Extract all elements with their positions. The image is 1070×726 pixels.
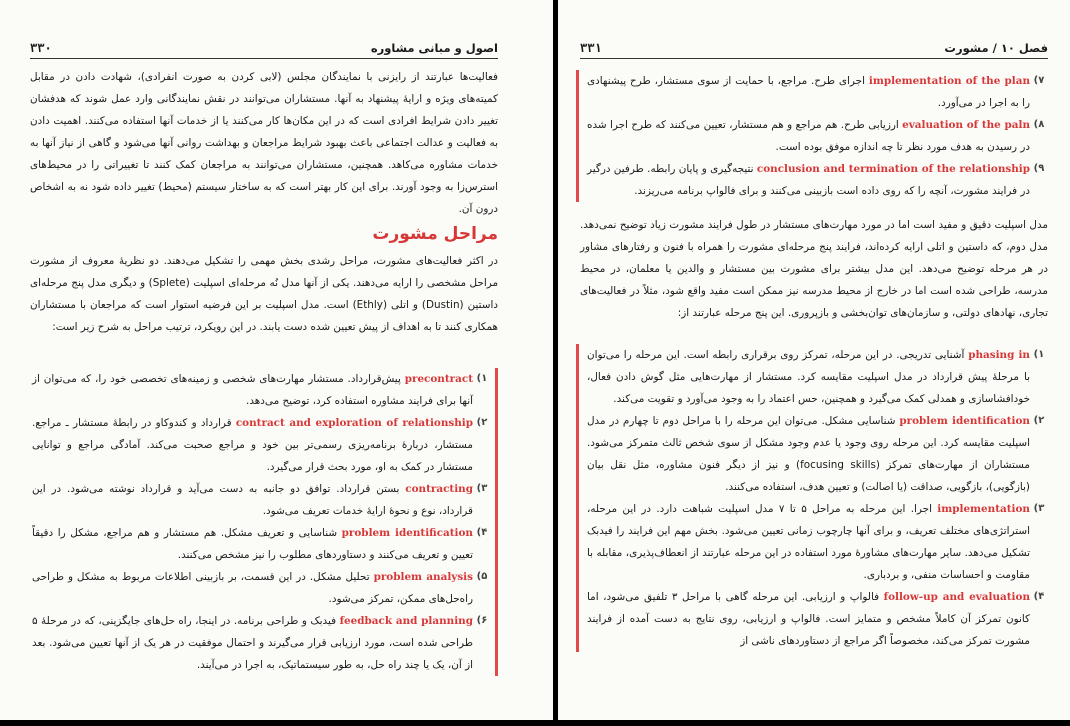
item-number: ۱)	[1033, 349, 1045, 360]
stage-description: آشنایی تدریجی. در این مرحله، تمرکز روی برقراری رابطه است. این مرحله را می‌توان با مرحلهٔ پیش قرارداد در مدل اسپلیت مقایسه کرد. مستشار از مهارت‌هایی مثل گوش دادن فعال، خودافشاسازی و همدلی کمک می‌گیرد و همچنین، حس اعتماد را به وجود می‌آورد و تقویت می‌کند.	[587, 349, 1030, 405]
stage-description: تحلیل مشکل. در این قسمت، بر بازبینی اطلاعات مربوط به مشکل و طراحی راه‌حل‌های ممکن، تمرکز می‌شود.	[32, 571, 473, 605]
stage-description: فیدبک و طراحی برنامه. در اینجا، راه حل‌های جایگزینی، که در مرحلهٔ ۵ طراحی شده است، مورد ارزیابی قرار می‌گیرند و احتمال موفقیت در هر یک از آنها تعیین می‌شود. بعد از آن، یک یا چند راه حل، به طور سیستماتیک، به اجرا در می‌آیند.	[32, 615, 473, 671]
list-item	[30, 478, 491, 522]
stage-term: implementation of the plan	[868, 75, 1031, 87]
item-number: ۳)	[1033, 503, 1045, 514]
stage-description: قرارداد و کندوکاو در رابطهٔ مستشار ـ مراجع. مستشار، دربارهٔ برنامه‌ریزی رسمی‌تر بین خود و مراجع صحبت می‌کند. آمادگی مراجع و توانایی مستشار در کمک به او، مورد بحث قرار می‌گیرد.	[32, 417, 473, 473]
stage-term: conclusion and termination of the relationship	[756, 163, 1030, 175]
stage-description: اجرای طرح. مراجع، با حمایت از سوی مستشار، طرح پیشنهادی را به اجرا در می‌آورد.	[587, 75, 1030, 109]
item-text	[30, 368, 473, 412]
page-number: ۳۳۰	[30, 41, 52, 55]
list-item	[579, 344, 1048, 410]
list-item	[579, 158, 1048, 202]
item-number: ۹)	[1033, 163, 1045, 174]
item-number: ۴)	[1033, 591, 1045, 602]
dustin-stages-list	[576, 344, 1048, 652]
stage-description: بستن قرارداد. توافق دو جانبه به دست می‌آید و قرارداد نوشته می‌شود. در این قرارداد، نوع و نحوهٔ ارایهٔ خدمات تعریف می‌شود.	[32, 483, 473, 517]
item-number: ۵)	[476, 571, 488, 582]
item-text	[579, 410, 1030, 498]
stage-term: problem identification	[341, 527, 473, 539]
item-number: ۲)	[476, 417, 488, 428]
item-text	[30, 566, 473, 610]
splete-stages-list	[30, 368, 498, 676]
list-item	[30, 412, 491, 478]
item-text	[30, 522, 473, 566]
item-number: ۴)	[476, 527, 488, 538]
stage-term: phasing in	[968, 349, 1030, 361]
item-text	[579, 344, 1030, 410]
item-number: ۲)	[1033, 415, 1045, 426]
list-item	[579, 410, 1048, 498]
running-head	[580, 38, 1048, 58]
item-text	[30, 412, 473, 478]
stage-term: follow-up and evaluation	[883, 591, 1030, 603]
page-331	[558, 0, 1070, 720]
item-number: ۱)	[476, 373, 488, 384]
stage-term: implementation	[937, 503, 1030, 515]
running-head-title: اصول و مبانی مشاوره	[370, 41, 498, 55]
stage-description: پیش‌قرارداد. مستشار مهارت‌های شخصی و زمینه‌های تخصصی خود را، که می‌توان از آنها برای فرایند مشاوره استفاده کرد، توضیح می‌دهد.	[32, 373, 473, 407]
stage-term: contract and exploration of relationship	[235, 417, 473, 429]
item-text	[579, 586, 1030, 652]
middle-paragraph: مدل اسپلیت دقیق و مفید است اما در مورد مهارت‌های مستشار در طول فرایند مشورت زیاد توضیح نمی‌دهد. مدل دوم، که داستین و اتلی ارایه کرده‌اند، فرایند پنج مرحله‌ای مشورت را همراه با فنون و رفتارهای مشاور در هر مرحله توضیح می‌دهد. این مدل بیشتر برای مشورت بین مستشار و والدین یا معلمان، در محیط مدرسه، طراحی شده است اما در خارج از محیط مدرسه نیز ممکن است مفید واقع شود، مثلاً در فعالیت‌های تجاری، نهادهای دولتی، و سازمان‌های توان‌بخشی و بازپروری. این پنج مرحله عبارتند از:	[580, 219, 1048, 319]
stage-description: ارزیابی طرح. هم مراجع و هم مستشار، تعیین می‌کنند که طرح اجرا شده در رسیدن به هدف مورد نظر تا چه اندازه موفق بوده است.	[587, 119, 1030, 153]
list-item	[30, 610, 491, 676]
stage-description: اجرا. این مرحله به مراحل ۵ تا ۷ مدل اسپلیت شباهت دارد. در این مرحله، استراتژی‌های مختلف تعریف، و برای آنها چارچوب زمانی تعیین می‌شود. بخش مهم این فرایند را فیدبک تشکیل می‌دهد. سایر مهارت‌های مشاورهٔ مورد استفاده در این مرحله عبارتند از انعطاف‌پذیری، مقابله با مقاومت و احساسات منفی، و بردباری.	[587, 503, 1030, 581]
item-text	[30, 610, 473, 676]
stage-term: problem identification	[899, 415, 1030, 427]
list-item	[30, 522, 491, 566]
list-item	[579, 70, 1048, 114]
list-item	[30, 368, 491, 412]
running-head	[30, 38, 498, 58]
stage-description: فالواپ و ارزیابی. این مرحله گاهی با مراحل ۳ تلفیق می‌شود، اما کانون تمرکز آن کاملاً مشخص و متمایز است. فالواپ و ارزیابی، روی نتایج به دست آمده از فرایند مشورت تمرکز می‌کند، مخصوصاً اگر مراجع از دستاوردهای ناشی از	[587, 591, 1030, 647]
section-paragraph: در اکثر فعالیت‌های مشورت، مراحل رشدی بخش مهمی را تشکیل می‌دهند. دو نظریهٔ معروف از مشورت مراحل مشخصی را ارایه می‌دهند. یکی از آنها مدل نُه مرحله‌ای اسپلیت (Splete) و دیگری مدل پنج مرحله‌ای داستین (Dustin) و اتلی (Ethly) است. مدل اسپلیت بر این فرضیه استوار است که مراجعان با مستشاران همکاری کنند تا به اهداف از پیش تعیین شده دست یابند. در این رویکرد، ترتیب مراحل به شرح زیر است:	[30, 255, 499, 333]
stage-term: precontract	[404, 373, 473, 385]
stage-description: شناسایی و تعریف مشکل. هم مستشار و هم مراجع، مشکل را دقیقاً تعیین و تعریف می‌کنند و دستاوردهای مطلوب را نیز مشخص می‌کنند.	[32, 527, 473, 561]
stage-term: problem analysis	[373, 571, 473, 583]
stage-description: شناسایی مشکل. می‌توان این مرحله را با مراحل دوم تا چهارم در مدل اسپلیت مقایسه کرد. این مرحله روی وجود یا عدم وجود مشکل از سوی شخص ثالث متمرکز می‌شود. مستشاران از مهارت‌های تمرکز (focusing skills) و نیز از دیگر فنون مشاوره، مثل نقل بیان (بازگویی)، بازگویی، صداقت (یا اصالت) و تعیین هدف، استفاده می‌کنند.	[587, 415, 1030, 493]
intro-paragraph: فعالیت‌ها عبارتند از رایزنی با نمایندگان مجلس (لابی کردن به صورت انفرادی)، شهادت دادن در مقابل کمیته‌های ویژه و ارایهٔ پیشنهاد به آنها. مستشاران می‌توانند در نقش نمایندگانی وارد عمل شوند که هدفشان تغییر دادن شرایط افرادی است که در این مکان‌ها کار می‌کنند یا از خدمات آنها استفاده می‌کنند. اهمیت دادن به فعالیت و عدالت اجتماعی باعث بهبود شرایط مراجعان و بهداشت روانی آنها می‌شود و گاهی از نیاز آنها به خدمات مشاوره می‌کاهد. همچنین، مستشاران می‌توانند به مراجعان کمک کنند تا تغییراتی را در محیط‌های استرس‌زا به وجود آورند. برای این کار بهتر است که به ساختار سیستم (محیط) تغییر داده شود نه به اشخاص درون آن.	[30, 71, 498, 215]
stage-term: evaluation of the paln	[902, 119, 1030, 131]
item-number: ۶)	[476, 615, 488, 626]
list-item	[579, 498, 1048, 586]
item-text	[579, 158, 1030, 202]
item-number: ۷)	[1033, 75, 1045, 86]
list-item	[579, 114, 1048, 158]
splete-stages-continued-list	[576, 70, 1048, 202]
item-text	[579, 498, 1030, 586]
section-title: مراحل مشورت	[372, 224, 498, 244]
header-rule	[30, 58, 498, 59]
item-number: ۸)	[1033, 119, 1045, 130]
item-text	[579, 70, 1030, 114]
page-number: ۳۳۱	[580, 41, 602, 55]
header-rule	[580, 58, 1048, 59]
stage-description: نتیجه‌گیری و پایان رابطه. طرفین درگیر در فرایند مشورت، آنچه را که روی داده است بازبینی می‌کنند و برای فالواپ برنامه می‌ریزند.	[587, 163, 1030, 197]
stage-term: feedback and planning	[339, 615, 473, 627]
item-text	[579, 114, 1030, 158]
item-text	[30, 478, 473, 522]
item-number: ۳)	[476, 483, 488, 494]
list-item	[30, 566, 491, 610]
stage-term: contracting	[405, 483, 473, 495]
list-item	[579, 586, 1048, 652]
running-head-title: فصل ۱۰ / مشورت	[944, 41, 1048, 55]
